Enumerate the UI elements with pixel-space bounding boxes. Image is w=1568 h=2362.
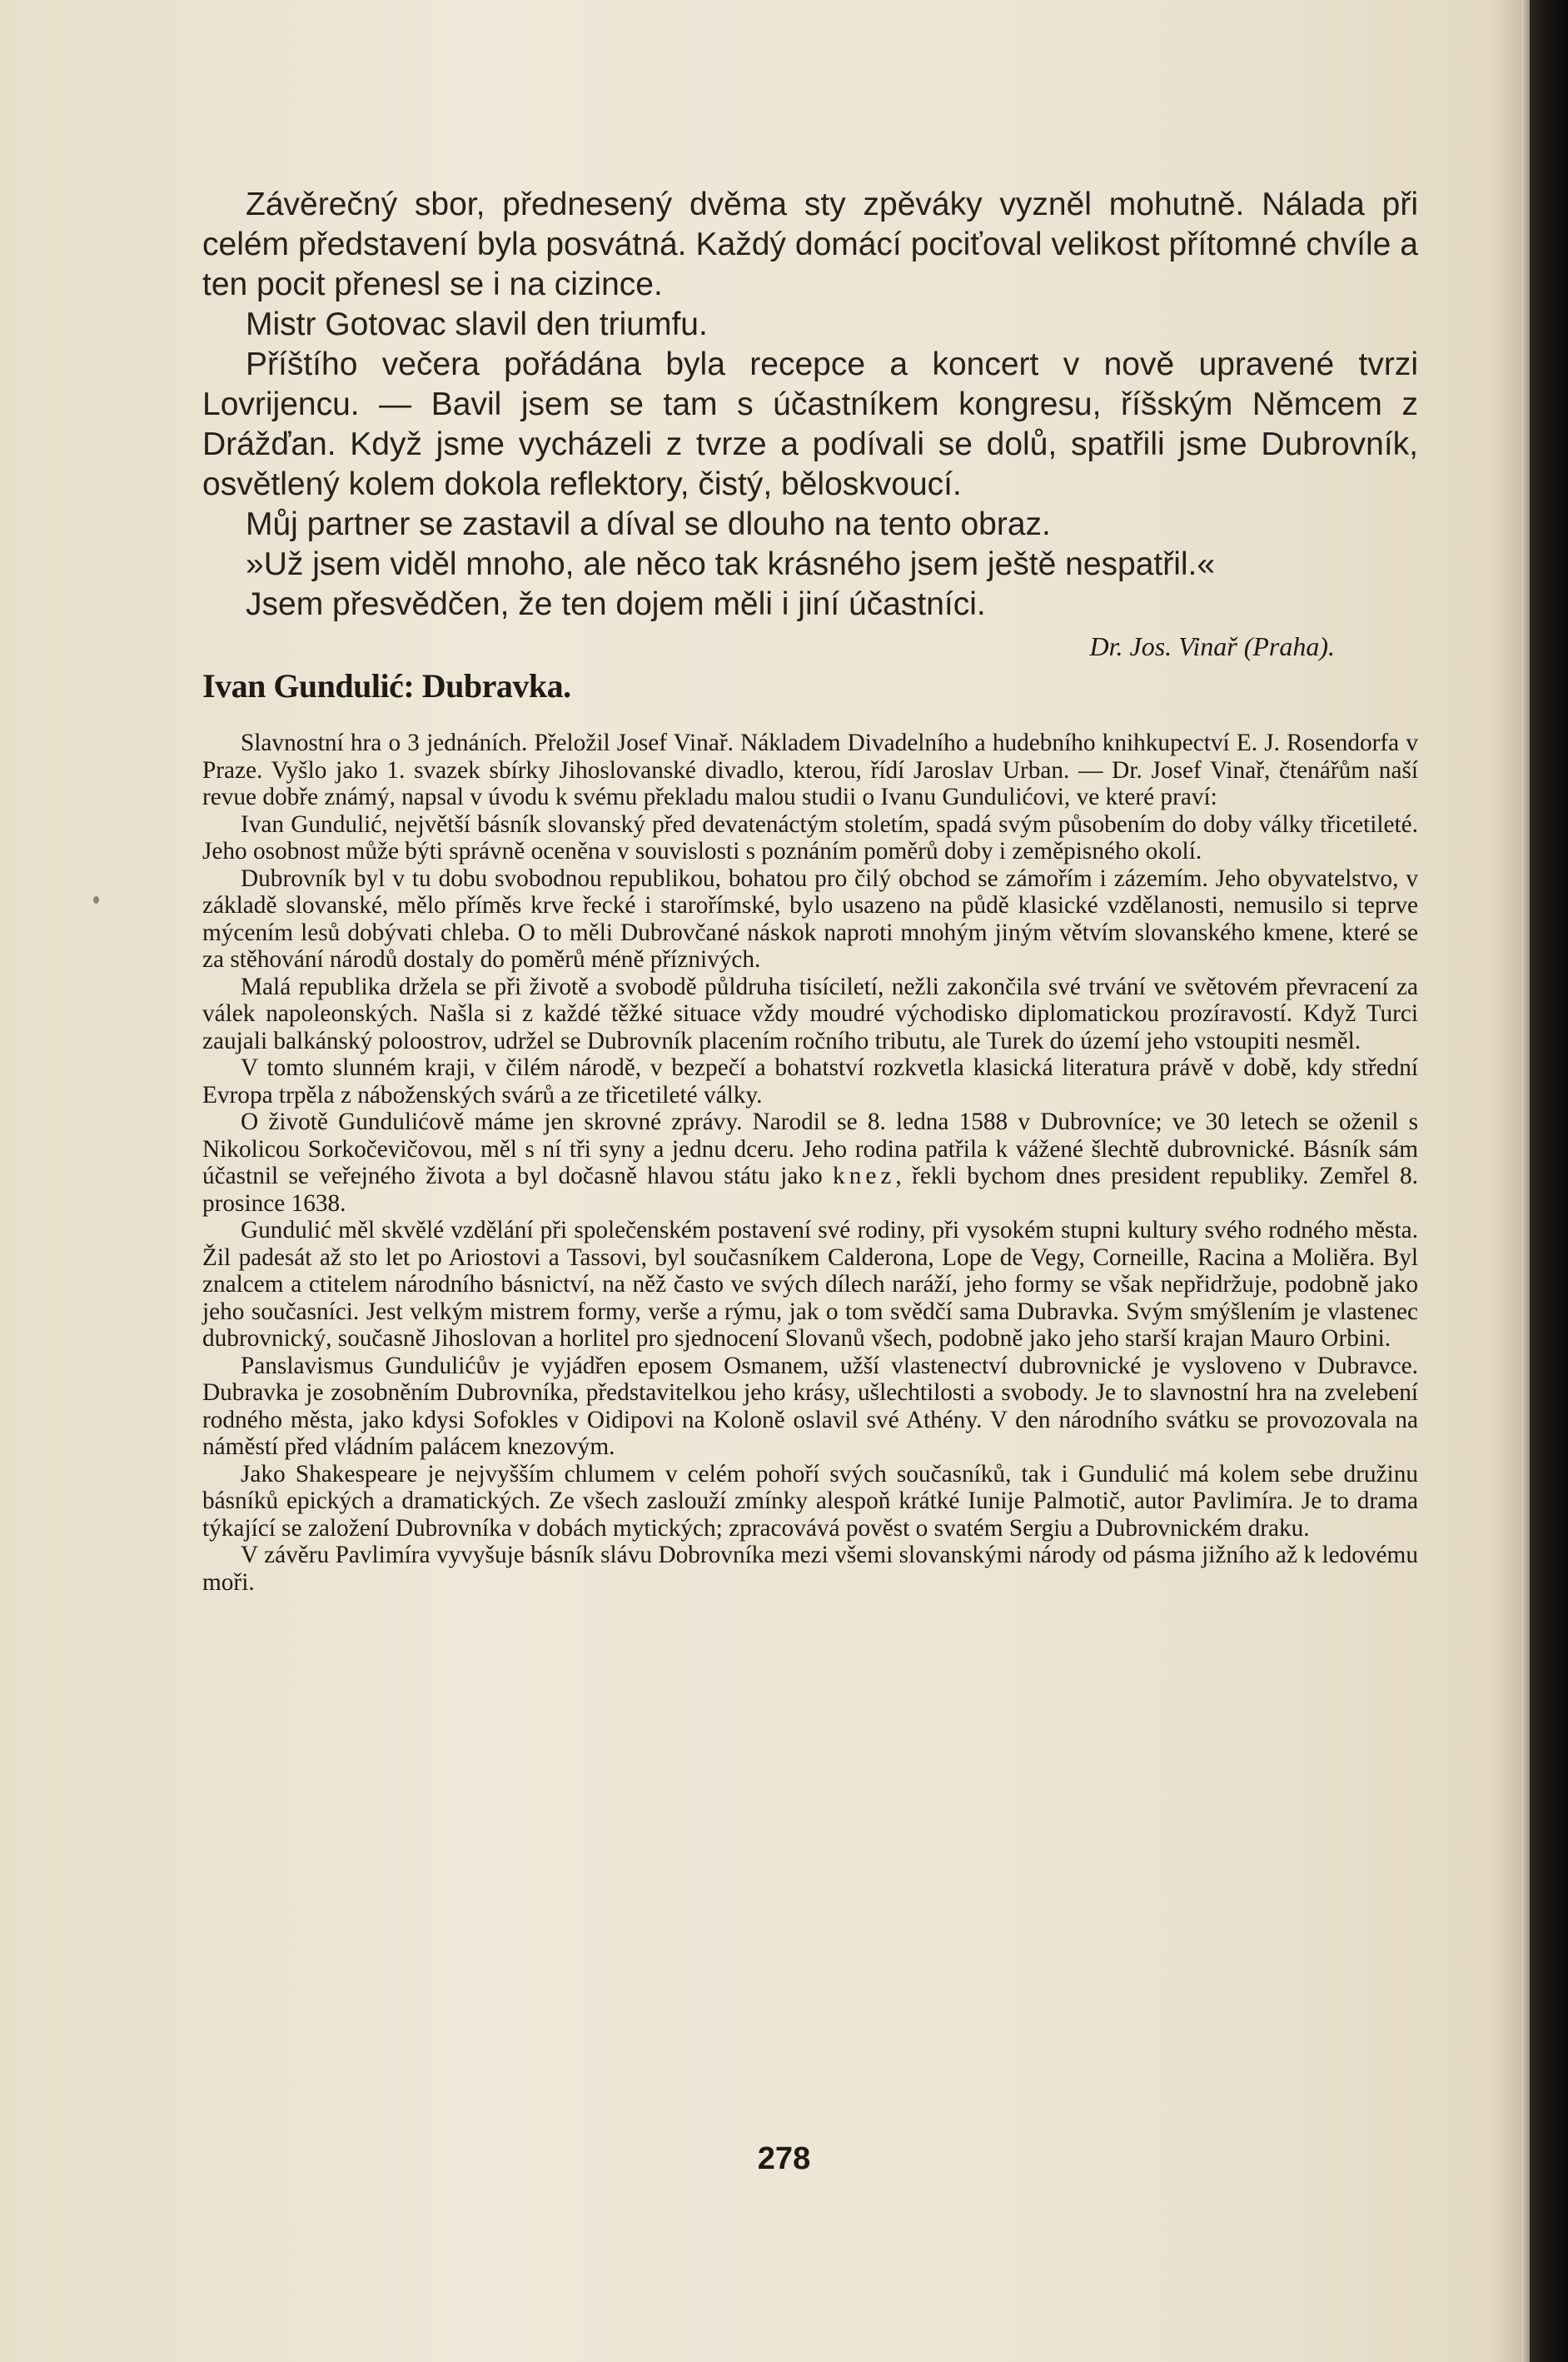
review-heading: Ivan Gundulić: Dubravka. xyxy=(202,667,571,705)
paragraph: Můj partner se zastavil a díval se dlouho na tento obraz. xyxy=(246,506,1051,542)
paragraph: Mistr Gotovac slavil den triumfu. xyxy=(246,306,708,342)
book-review xyxy=(202,730,1418,1596)
author-signature: Dr. Jos. Vinař (Praha). xyxy=(1089,631,1335,661)
paragraph xyxy=(202,1109,1418,1217)
paragraph: Příštího večera pořádána byla recepce a koncert v nově upravené tvrzi Lovrijencu. — Bavil jsem se tam s účastníkem kongresu, říšským Němcem z Drážďan. Když jsme vycházeli z tvrze a podívali se dolů, spatřili jsme Dubrovník, osvětlený kolem dokola reflektory, čistý, běloskvoucí. xyxy=(202,346,1418,502)
page-number: 278 xyxy=(757,2141,811,2176)
binding-gap xyxy=(1521,0,1530,2362)
review-intro: Slavnostní hra o 3 jednáních. Přeložil Josef Vinař. Nákladem Divadelního a hudebního knihkupectví E. J. Rosendorfa v Praze. Vyšlo jako 1. svazek sbírky Jihoslovanské divadlo, kterou, řídí Jaroslav Urban. — Dr. Josef Vinař, čtenářům naší revue dobře známý, napsal v úvodu k svému překladu malou studii o Ivanu Gundulićovi, ve které praví: xyxy=(202,730,1418,810)
paragraph: V tomto slunném kraji, v čilém národě, v bezpečí a bohatství rozkvetla klasická literatura právě v době, kdy střední Evropa trpěla z náboženských svárů a ze třicetileté války. xyxy=(202,1054,1418,1109)
paragraph: Jsem přesvědčen, že ten dojem měli i jiní účastníci. xyxy=(246,586,986,622)
book-binding-edge xyxy=(1530,0,1568,2362)
paragraph: Malá republika držela se při životě a svobodě půldruha tisíciletí, nežli zakončila své trvání ve světovém převracení za válek napoleonských. Našla si z každé těžké situace vždy moudré východisko diplomatickou prozíravostí. Když Turci zaujali balkánský poloostrov, udržel se Dubrovník placením ročního tributu, ale Turek do území jeho vstoupiti nesměl. xyxy=(202,973,1418,1054)
paragraph: V závěru Pavlimíra vyvyšuje básník slávu Dobrovníka mezi všemi slovanskými národy od pásma jižního až k ledovému moři. xyxy=(202,1542,1418,1596)
spaced-word: knez xyxy=(833,1163,896,1189)
text-run: , řekli bychom dnes president republiky. Zemřel 8. prosince 1638. xyxy=(202,1163,1418,1217)
paragraph: Závěrečný sbor, přednesený dvěma sty zpěváky vyzněl mohutně. Nálada při celém představení byla posvátná. Každý domácí pociťoval velikost přítomné chvíle a ten pocit přenesl se i na cizince. xyxy=(202,187,1418,302)
paragraph: Gundulić měl skvělé vzdělání při společenském postavení své rodiny, při vysokém stupni kultury svého rodného města. Žil padesát až sto let po Ariostovi a Tassovi, byl současníkem Calderona, Lope de Vegy, Corneille, Racina a Moliěra. Byl znalcem a ctitelem národního básnictví, na něž často ve svých dílech naráží, jeho formy se však nepřidržuje, podobně jako jeho současníci. Jest velkým mistrem formy, verše a rýmu, jak o tom svědčí sama Dubravka. Svým smýšlením je vlastenec dubrovnický, současně Jihoslovan a horlitel pro sjednocení Slovanů všech, podobně jako jeho starší krajan Mauro Orbini. xyxy=(202,1217,1418,1352)
paragraph: Panslavismus Gundulićův je vyjádřen eposem Osmanem, užší vlastenectví dubrovnické je vysloveno v Dubravce. Dubravka je zosobněním Dubrovníka, představitelkou jeho krásy, ušlechtilosti a svobody. Je to slavnostní hra na zvelebení rodného města, jako kdysi Sofokles v Oidipovi na Koloně oslavil své Athény. V den národního svátku se provozovala na náměstí před vládním palácem knezovým. xyxy=(202,1352,1418,1460)
spine-shadow xyxy=(1488,0,1521,2362)
concert-report xyxy=(202,185,1418,625)
quote-paragraph: »Už jsem viděl mnoho, ale něco tak krásného jsem ještě nespatřil.« xyxy=(246,546,1216,582)
paper-speck xyxy=(93,896,99,904)
paragraph: Ivan Gundulić, největší básník slovanský před devatenáctým stoletím, spadá svým působením do doby války třicetileté. Jeho osobnost může býti správně oceněna v souvislosti s poznáním poměrů doby i zeměpisného okolí. xyxy=(202,810,1418,865)
page-content xyxy=(202,185,1418,1596)
paragraph: Jako Shakespeare je nejvyšším chlumem v celém pohoří svých současníků, tak i Gundulić má kolem sebe družinu básníků epických a dramatických. Ze všech zaslouží zmínky alespoň krátké Iunije Palmotič, autor Pavlimíra. Je to drama týkající se založení Dubrovníka v dobách mytických; zpracovává pověst o svatém Sergiu a Dubrovnickém draku. xyxy=(202,1460,1418,1542)
text-run: O životě Gundulićově máme jen skrovné zprávy. Narodil se 8. ledna 1588 v Dubrovníce; ve 30 letech se oženil s Nikolicou Sorkočevičovou, měl s ní tři syny a jednu dceru. Jeho rodina patřila k vážené šlechtě dubrovnické. Básník sám účastnil se veřejného života a byl dočasně hlavou státu jako xyxy=(202,1109,1418,1189)
paragraph: Dubrovník byl v tu dobu svobodnou republikou, bohatou pro čilý obchod se zámořím i zázemím. Jeho obyvatelstvo, v základě slovanské, mělo příměs krve řecké i starořímské, bylo usazeno na půdě klasické vzdělanosti, nemusilo si teprve mýcením lesů dobývati chleba. O to měli Dubrovčané náskok naproti mnohým jiným větvím slovanského kmene, které se za stěhování národů dostaly do poměrů méně příznivých. xyxy=(202,865,1418,973)
